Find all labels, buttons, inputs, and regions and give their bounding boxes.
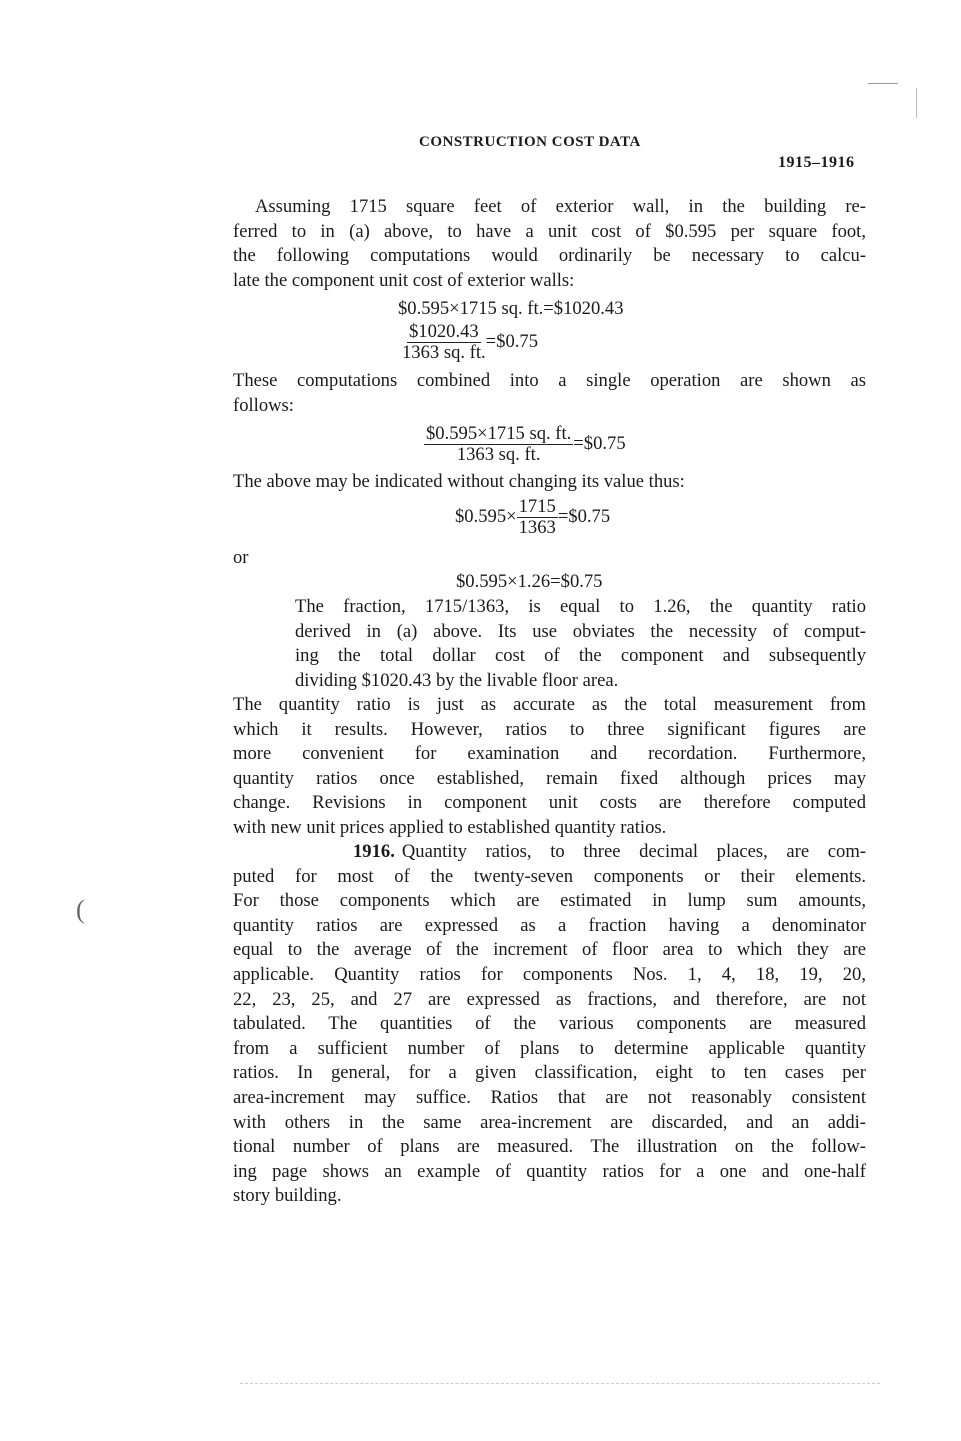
numerator: $1020.43 bbox=[408, 321, 479, 342]
text-line: equal to the average of the increment of floor area to which they are bbox=[233, 939, 866, 961]
text-line: quantity ratios are expressed as a fraction having a denominator bbox=[233, 914, 866, 936]
prefix: $0.595× bbox=[455, 505, 517, 527]
text-line: with others in the same area-increment are discarded, and an addi- bbox=[233, 1111, 866, 1133]
text-line: The above may be indicated without changing its value thus: bbox=[233, 471, 685, 492]
result: =$0.75 bbox=[485, 330, 538, 352]
text-line: The quantity ratio is just as accurate as the total measurement from bbox=[233, 694, 866, 715]
equation-4 bbox=[455, 497, 610, 538]
text-line: The fraction, 1715/1363, is equal to 1.26, the quantity ratio bbox=[295, 596, 866, 617]
text-line: from a sufficient number of plans to determine applicable quantity bbox=[233, 1037, 866, 1059]
text-line: ing the total dollar cost of the component and subsequently bbox=[295, 645, 866, 667]
paragraph-3 bbox=[233, 470, 866, 495]
text-line: more convenient for examination and recordation. Furthermore, bbox=[233, 743, 866, 765]
paragraph-4 bbox=[295, 595, 866, 693]
text-line: late the component unit cost of exterior walls: bbox=[233, 269, 575, 291]
scan-mark bbox=[916, 88, 917, 118]
text-line: story building. bbox=[233, 1185, 342, 1207]
paragraph-6 bbox=[233, 840, 866, 1209]
numerator: $0.595×1715 sq. ft. bbox=[426, 423, 572, 444]
text-line: tabulated. The quantities of the various components are measured bbox=[233, 1013, 866, 1035]
text-line: derived in (a) above. Its use obviates the necessity of comput- bbox=[295, 620, 866, 642]
running-header: CONSTRUCTION COST DATA bbox=[419, 134, 641, 150]
text-line bbox=[233, 840, 866, 865]
or-line bbox=[233, 546, 866, 571]
denominator: 1363 bbox=[518, 517, 556, 538]
text-line: ratios. In general, for a given classification, eight to ten cases per bbox=[233, 1062, 866, 1084]
text-line: Assuming 1715 square feet of exterior wall, in the building re- bbox=[255, 196, 866, 217]
text-line: dividing $1020.43 by the livable floor area. bbox=[295, 669, 619, 691]
text-line: For those components which are estimated in lump sum amounts, bbox=[233, 890, 866, 912]
scan-mark bbox=[240, 1383, 880, 1384]
text-line: ing page shows an example of quantity ratios for a one and one-half bbox=[233, 1160, 866, 1182]
text-line: applicable. Quantity ratios for components Nos. 1, 4, 18, 19, 20, bbox=[233, 963, 866, 985]
text-line: ferred to in (a) above, to have a unit cost of $0.595 per square foot, bbox=[233, 220, 866, 242]
equation-1: $0.595×1715 sq. ft.=$1020.43 bbox=[398, 298, 624, 319]
text-line: area-increment may suffice. Ratios that are not reasonably consistent bbox=[233, 1086, 866, 1108]
text-line: change. Revisions in component unit costs are therefore computed bbox=[233, 792, 866, 814]
scan-mark bbox=[868, 83, 898, 84]
text-line: tional number of plans are measured. The illustration on the follow- bbox=[233, 1136, 866, 1158]
text-line: quantity ratios once established, remain fixed although prices may bbox=[233, 767, 866, 789]
denominator: 1363 sq. ft. bbox=[402, 342, 486, 363]
text-line: These computations combined into a single operation are shown as bbox=[233, 370, 866, 391]
paragraph-5 bbox=[233, 693, 866, 841]
text-line: puted for most of the twenty-seven components or their elements. bbox=[233, 865, 866, 887]
section-number: 1916. bbox=[353, 841, 395, 862]
result: =$0.75 bbox=[573, 432, 626, 454]
text-line: follows: bbox=[233, 394, 294, 416]
numerator: 1715 bbox=[518, 496, 556, 517]
equation-2 bbox=[402, 322, 538, 363]
equation-3 bbox=[424, 424, 626, 465]
paragraph-2 bbox=[233, 369, 866, 418]
result: =$0.75 bbox=[557, 505, 611, 527]
text-span: Quantity ratios, to three decimal places, are com- bbox=[401, 841, 866, 862]
paragraph-1 bbox=[233, 195, 866, 293]
denominator: 1363 sq. ft. bbox=[456, 444, 541, 465]
text-line: with new unit prices applied to established quantity ratios. bbox=[233, 816, 667, 838]
equation-5: $0.595×1.26=$0.75 bbox=[456, 571, 603, 592]
scan-mark: ( bbox=[76, 895, 85, 924]
text-line: which it results. However, ratios to three significant figures are bbox=[233, 718, 866, 740]
text-line: or bbox=[233, 547, 249, 568]
section-range: 1915–1916 bbox=[778, 154, 855, 171]
text-line: the following computations would ordinarily be necessary to calcu- bbox=[233, 245, 866, 267]
text-line: 22, 23, 25, and 27 are expressed as fractions, and therefore, are not bbox=[233, 988, 866, 1010]
